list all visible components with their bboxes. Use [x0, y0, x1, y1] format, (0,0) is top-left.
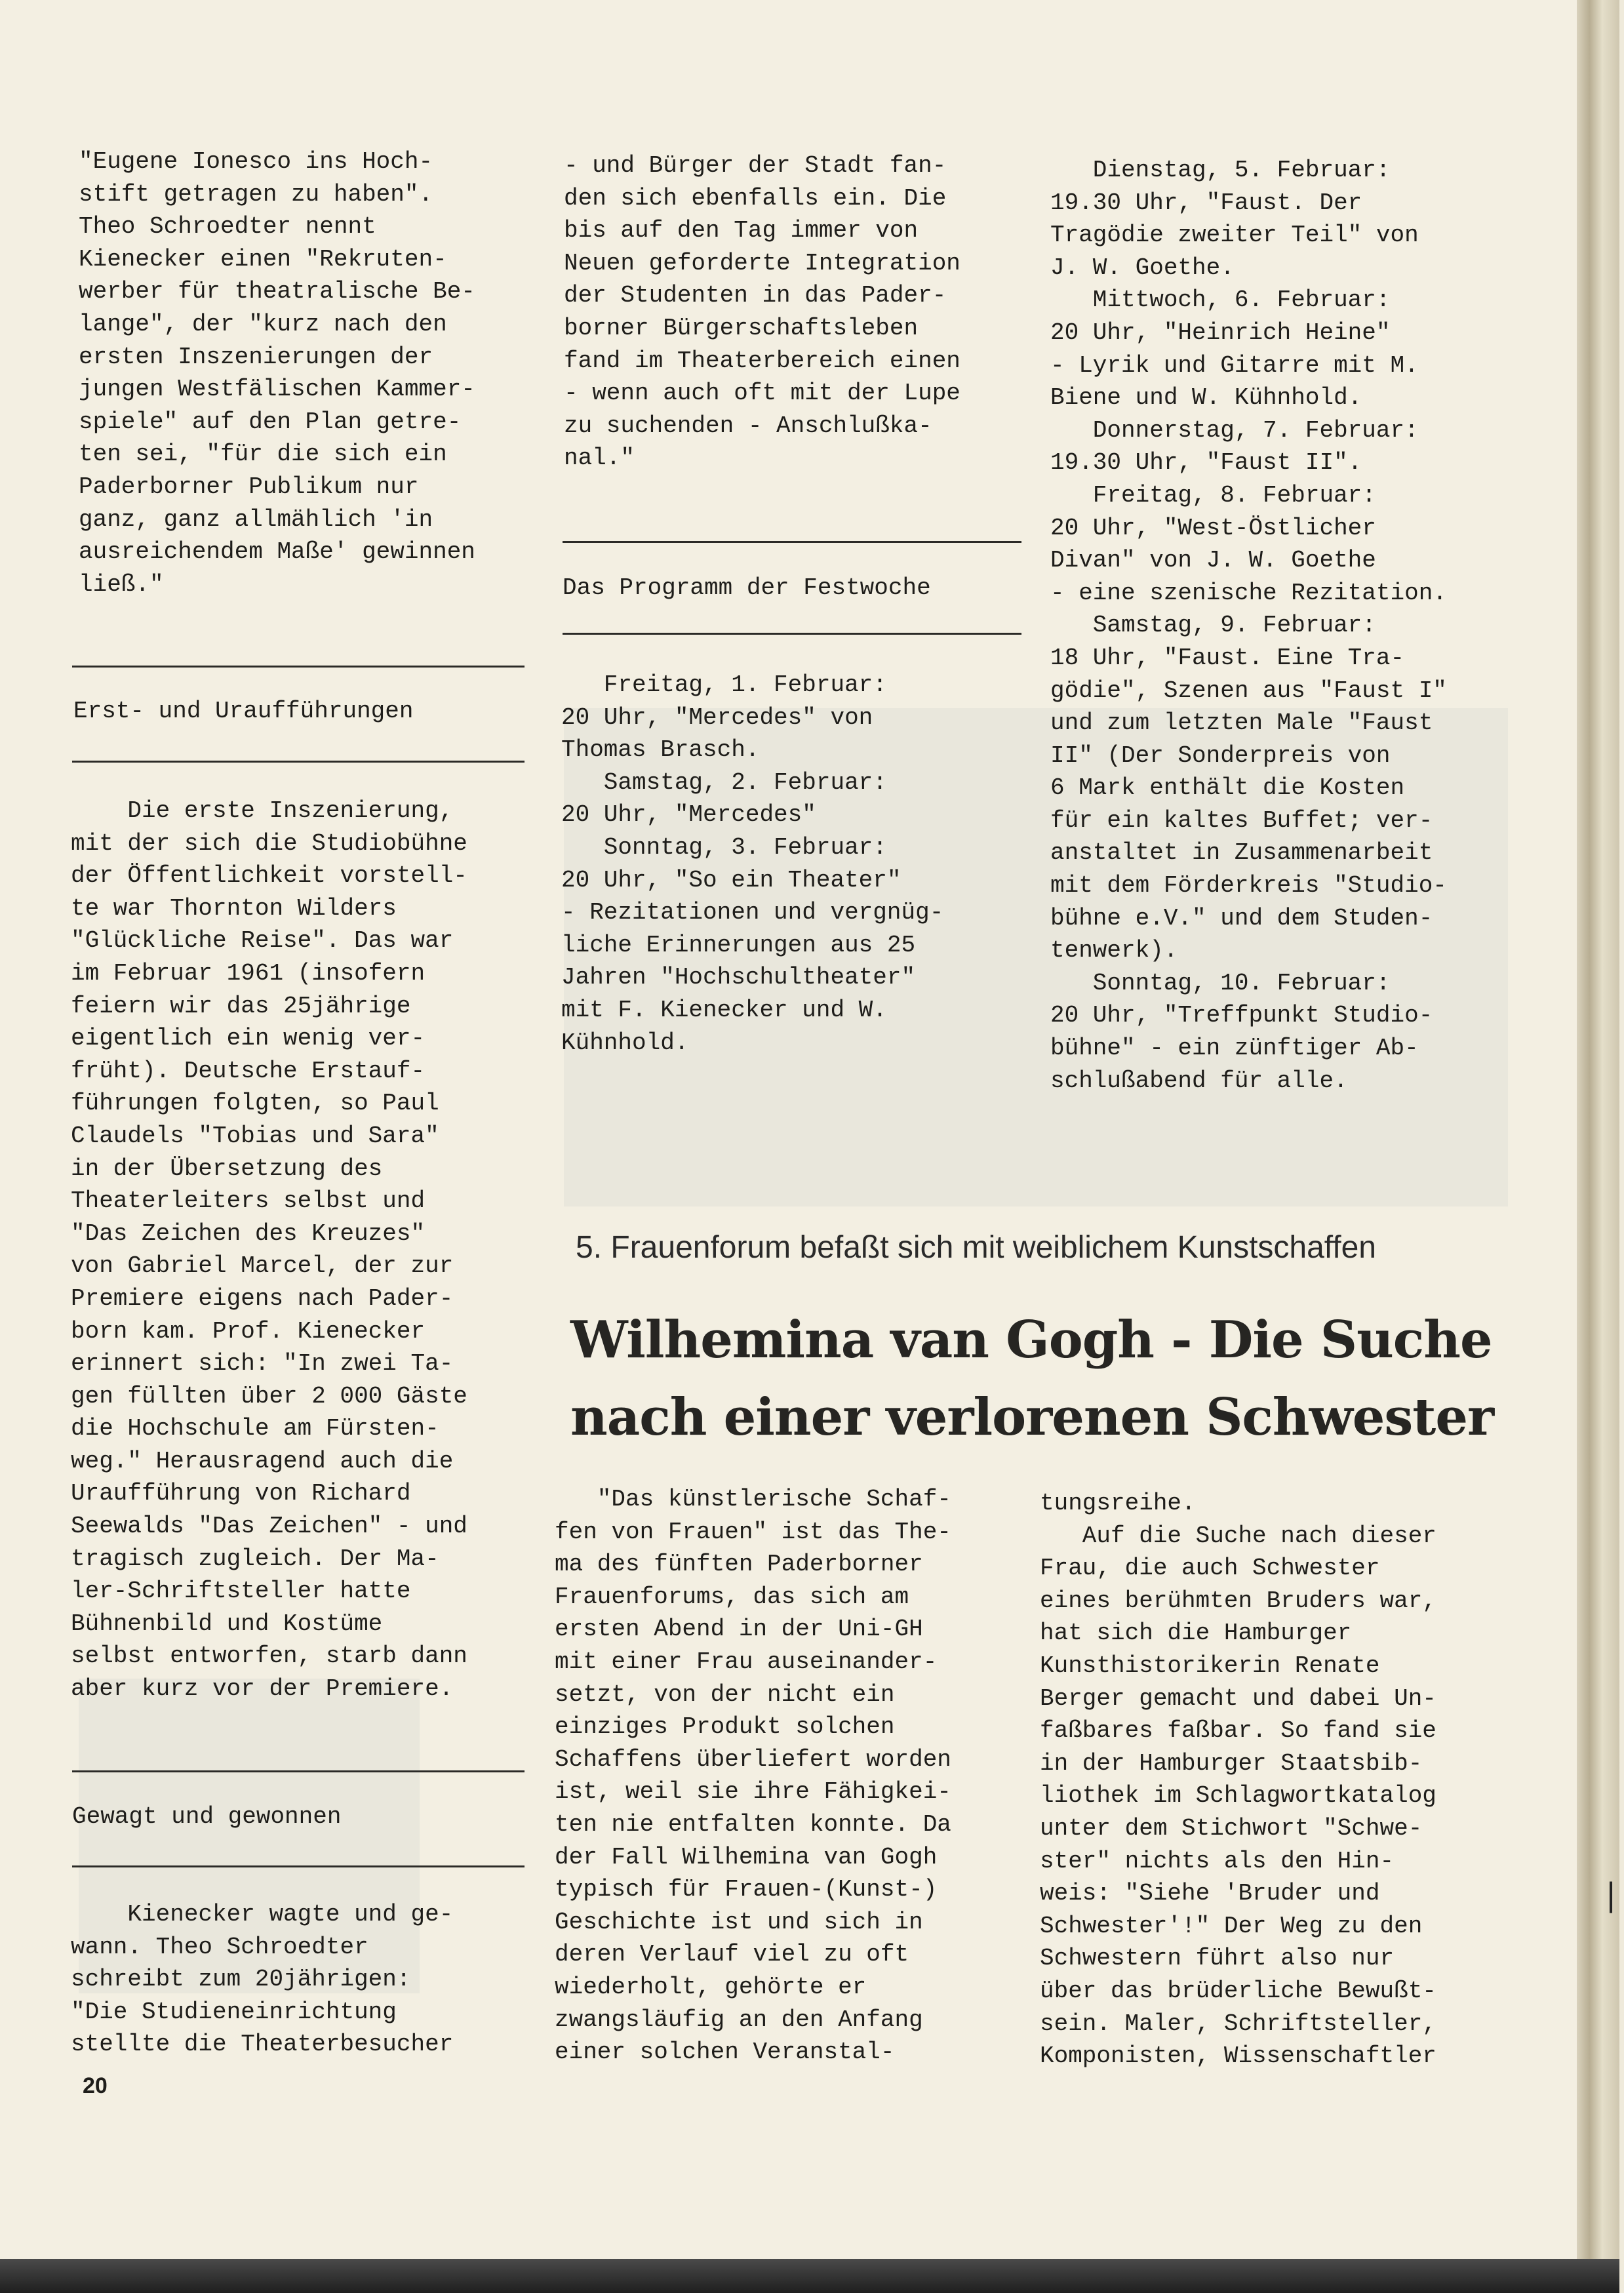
article-col2-text: "Das künstlerische Schaf- fen von Frauen" ist das The- ma des fünften Paderborner Frauenforums, das sich am ersten Abend in der Uni-GH mit einer Frau auseinander- setzt, von der nicht ein einziges Produkt solchen Schaffens überliefert worden ist, weil sie ihre Fähigkei- ten nie entfalten konnte. Da der Fall Wilhemina van Gogh typisch für Frauen-(Kunst-) Geschichte ist und sich in deren Verlauf viel zu oft wiederholt, gehörte er zwangsläufig an den Anfang einer solchen Veranstal- [555, 1486, 951, 2066]
article-headline [570, 1302, 1494, 1456]
programm-col3: Dienstag, 5. Februar: 19.30 Uhr, "Faust. Der Tragödie zweiter Teil" von J. W. Goethe. Mittwoch, 6. Februar: 20 Uhr, "Heinrich Heine" - Lyrik und Gitarre mit M. Biene und W. Kühnhold. Donnerstag, 7. Februar: 19.30 Uhr, "Faust II". Freitag, 8. Februar: 20 Uhr, "West-Östlicher Divan" von J. W. Goethe - eine szenische Rezitation. Samstag, 9. Februar: 18 Uhr, "Faust. Eine Tra- gödie", Szenen aus "Faust I" und zum letzten Male "Faust II" (Der Sonderpreis von 6 Mark enthält die Kosten für ein kaltes Buffet; ver- anstaltet in Zusammenarbeit mit dem Förderkreis "Studio- bühne e.V." und dem Studen- tenwerk). Sonntag, 10. Februar: 20 Uhr, "Treffpunkt Studio- bühne" - ein zünftiger Ab- schlußabend für alle. [1050, 157, 1447, 1094]
col1-bottom-text: Kienecker wagte und ge- wann. Theo Schroedter schreibt zum 20jährigen: "Die Studieneinrichtung stellte die Theaterbesucher [71, 1901, 454, 2058]
programm-col2: Freitag, 1. Februar: 20 Uhr, "Mercedes" von Thomas Brasch. Samstag, 2. Februar: 20 Uhr, "Mercedes" Sonntag, 3. Februar: 20 Uhr, "So ein Theater" - Rezitationen und vergnüg- liche Erinnerungen aus 25 Jahren "Hochschultheater" mit F. Kienecker und W. Kühnhold. [561, 671, 944, 1056]
article-col3-text: tungsreihe. Auf die Suche nach dieser Frau, die auch Schwester eines berühmten Bruders war, hat sich die Hamburger Kunsthistorikerin Renate Berger gemacht und dabei Un- faßbares faßbar. So fand sie in der Hamburger Staatsbib- liothek im Schlagwortkatalog unter dem Stichwort "Schwe- ster" nichts als den Hin- weis: "Siehe 'Bruder und Schwester'!" Der Weg zu den Schwestern führt also nur über das brüderliche Bewußt- sein. Maler, Schriftsteller, Komponisten, Wissenschaftler [1040, 1490, 1436, 2070]
section-heading-gewagt: Gewagt und gewonnen [72, 1803, 342, 1830]
divider [72, 1865, 525, 1867]
col2-top-text: - und Bürger der Stadt fan- den sich ebenfalls ein. Die bis auf den Tag immer von Neuen geforderte Integration der Studenten in das Pader- borner Bürgerschaftsleben fand im Theaterbereich einen - wenn auch oft mit der Lupe zu suchenden - Anschlußka- nal." [564, 152, 961, 472]
divider [72, 761, 525, 763]
scan-bottom-edge [0, 2259, 1619, 2293]
section-heading-programm: Das Programm der Festwoche [563, 574, 931, 601]
section-heading-erst: Erst- und Uraufführungen [73, 698, 414, 725]
divider [563, 633, 1021, 635]
article-kicker: 5. Frauenforum befaßt sich mit weiblichem Kunstschaffen [576, 1230, 1376, 1265]
headline-line-1: Wilhemina van Gogh - Die Suche [570, 1310, 1492, 1370]
headline-line-2: nach einer verlorenen Schwester [570, 1387, 1494, 1447]
col1-middle-text: Die erste Inszenierung, mit der sich die Studiobühne der Öffentlichkeit vorstell- te war Thornton Wilders "Glückliche Reise". Das war im Februar 1961 (insofern feiern wir das 25jährige eigentlich ein wenig ver- früht). Deutsche Erstauf- führungen folgten, so Paul Claudels "Tobias und Sara" in der Übersetzung des Theaterleiters selbst und "Das Zeichen des Kreuzes" von Gabriel Marcel, der zur Premiere eigens nach Pader- born kam. Prof. Kienecker erinnert sich: "In zwei Ta- gen füllten über 2 000 Gäste die Hochschule am Fürsten- weg." Herausragend auch die Uraufführung von Richard Seewalds "Das Zeichen" - und tragisch zugleich. Der Ma- ler-Schriftsteller hatte Bühnenbild und Kostüme selbst entworfen, starb dann aber kurz vor der Premiere. [71, 797, 467, 1703]
col1-top-text: "Eugene Ionesco ins Hoch- stift getragen zu haben". Theo Schroedter nennt Kienecker einen "Rekruten- werber für theatralische Be- lange", der "kurz nach den ersten Inszenierungen der jungen Westfälischen Kammer- spiele" auf den Plan getre- ten sei, "für die sich ein Paderborner Publikum nur ganz, ganz allmählich 'in ausreichendem Maße' gewinnen ließ." [79, 148, 475, 598]
page-number: 20 [83, 2073, 108, 2098]
binding-edge [1577, 0, 1619, 2293]
divider [72, 666, 525, 668]
divider [72, 1770, 525, 1772]
edge-mark-icon: ❘ [1598, 1877, 1624, 1913]
divider [563, 541, 1021, 543]
